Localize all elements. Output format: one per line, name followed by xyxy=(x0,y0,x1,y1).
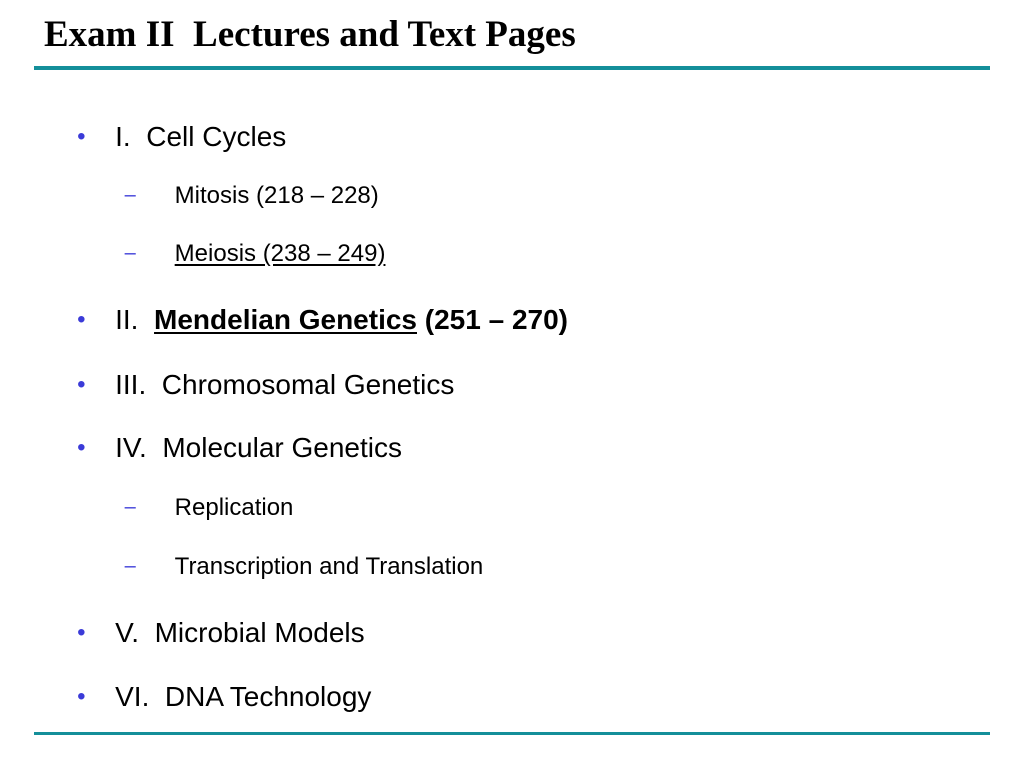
outline-subitem-text: Replication xyxy=(174,494,294,521)
outline-item-text: IV. Molecular Genetics xyxy=(115,432,403,463)
outline-item-text: V. Microbial Models xyxy=(115,617,365,648)
bullet-icon: • xyxy=(77,371,86,398)
title-divider xyxy=(34,66,990,70)
outline-item-pages: (251 – 270) xyxy=(417,304,568,335)
outline-item-text: VI. DNA Technology xyxy=(115,681,372,712)
footer-divider xyxy=(34,732,990,735)
outline-subitem-text: Mitosis (218 – 228) xyxy=(174,182,379,209)
bullet-icon: • xyxy=(77,123,86,150)
bullet-icon: • xyxy=(77,683,86,710)
outline-item-prefix: II. xyxy=(115,304,155,335)
dash-icon: – xyxy=(124,496,136,518)
outline-subitem-text: Transcription and Translation xyxy=(174,553,484,580)
meiosis-link[interactable]: Meiosis (238 – 249) xyxy=(174,240,386,267)
outline-item-text: III. Chromosomal Genetics xyxy=(115,369,455,400)
slide-title: Exam II Lectures and Text Pages xyxy=(44,14,576,55)
dash-icon: – xyxy=(124,555,136,577)
mendelian-genetics-link[interactable]: Mendelian Genetics xyxy=(154,304,417,335)
dash-icon: – xyxy=(124,242,136,264)
bullet-icon: • xyxy=(77,619,86,646)
bullet-icon: • xyxy=(77,306,86,333)
outline-item-text: I. Cell Cycles xyxy=(115,121,287,152)
bullet-icon: • xyxy=(77,434,86,461)
dash-icon: – xyxy=(124,184,136,206)
